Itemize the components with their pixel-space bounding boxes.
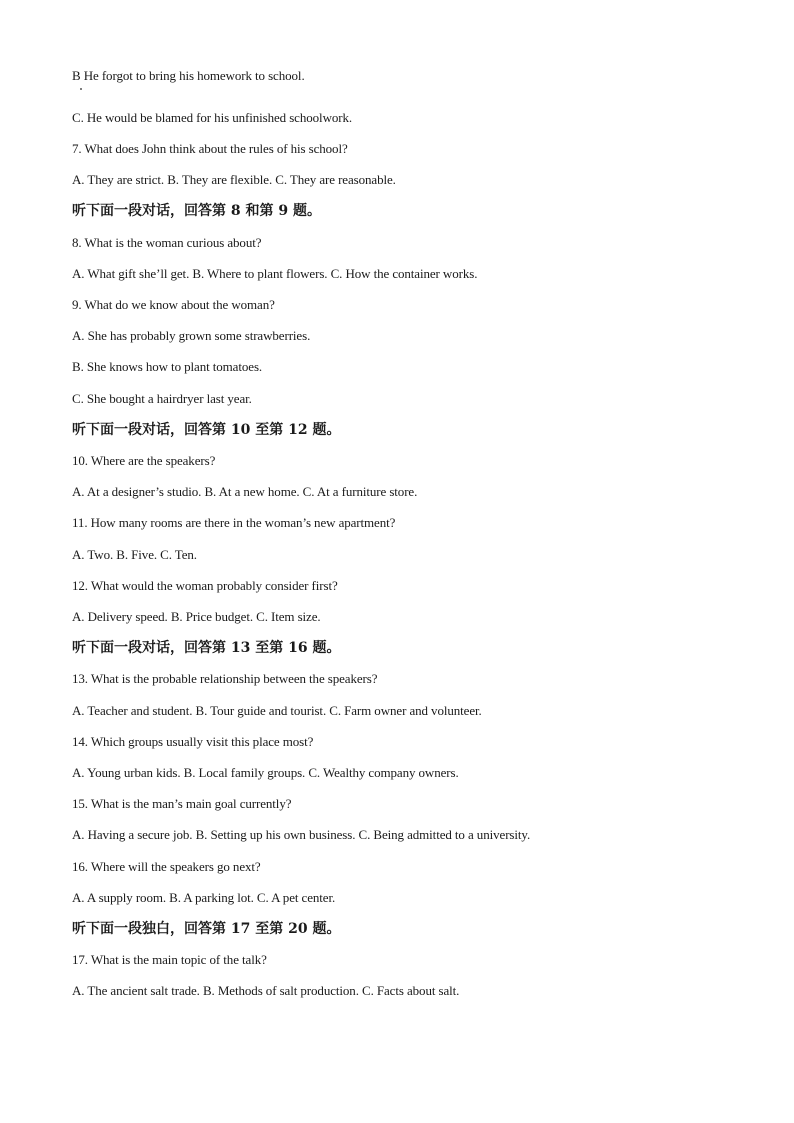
question-13: 13. What is the probable relationship between the speakers? — [72, 671, 378, 686]
option-9a: A. She has probably grown some strawberries. — [72, 328, 311, 343]
section-heading-13-16: 听下面一段对话，回答第 13 至第 16 题。 — [72, 640, 341, 656]
stray-dot — [80, 88, 82, 90]
question-10: 10. Where are the speakers? — [72, 453, 216, 468]
options-17: A. The ancient salt trade. B. Methods of salt production. C. Facts about salt. — [72, 983, 460, 998]
question-16: 16. Where will the speakers go next? — [72, 859, 261, 874]
options-11: A. Two. B. Five. C. Ten. — [72, 547, 197, 562]
question-11: 11. How many rooms are there in the woman’s new apartment? — [72, 515, 396, 530]
option-9c: C. She bought a hairdryer last year. — [72, 391, 252, 406]
options-13: A. Teacher and student. B. Tour guide and tourist. C. Farm owner and volunteer. — [72, 703, 482, 718]
section-heading-8-9: 听下面一段对话，回答第 8 和第 9 题。 — [72, 203, 321, 219]
option-line-6b: B He forgot to bring his homework to school. — [72, 68, 305, 83]
options-14: A. Young urban kids. B. Local family groups. C. Wealthy company owners. — [72, 765, 459, 780]
section-heading-17-20: 听下面一段独白，回答第 17 至第 20 题。 — [72, 921, 341, 937]
question-9: 9. What do we know about the woman? — [72, 297, 275, 312]
question-14: 14. Which groups usually visit this place most? — [72, 734, 314, 749]
options-7: A. They are strict. B. They are flexible. C. They are reasonable. — [72, 172, 396, 187]
question-17: 17. What is the main topic of the talk? — [72, 952, 267, 967]
question-7: 7. What does John think about the rules of his school? — [72, 141, 348, 156]
question-15: 15. What is the man’s main goal currently? — [72, 796, 292, 811]
section-heading-10-12: 听下面一段对话，回答第 10 至第 12 题。 — [72, 422, 341, 438]
options-15: A. Having a secure job. B. Setting up his own business. C. Being admitted to a university. — [72, 827, 531, 842]
options-10: A. At a designer’s studio. B. At a new home. C. At a furniture store. — [72, 484, 418, 499]
option-9b: B. She knows how to plant tomatoes. — [72, 359, 263, 374]
question-12: 12. What would the woman probably consider first? — [72, 578, 338, 593]
question-8: 8. What is the woman curious about? — [72, 235, 262, 250]
options-8: A. What gift she’ll get. B. Where to plant flowers. C. How the container works. — [72, 266, 478, 281]
options-12: A. Delivery speed. B. Price budget. C. Item size. — [72, 609, 321, 624]
option-line-6c: C. He would be blamed for his unfinished schoolwork. — [72, 110, 353, 125]
options-16: A. A supply room. B. A parking lot. C. A pet center. — [72, 890, 336, 905]
